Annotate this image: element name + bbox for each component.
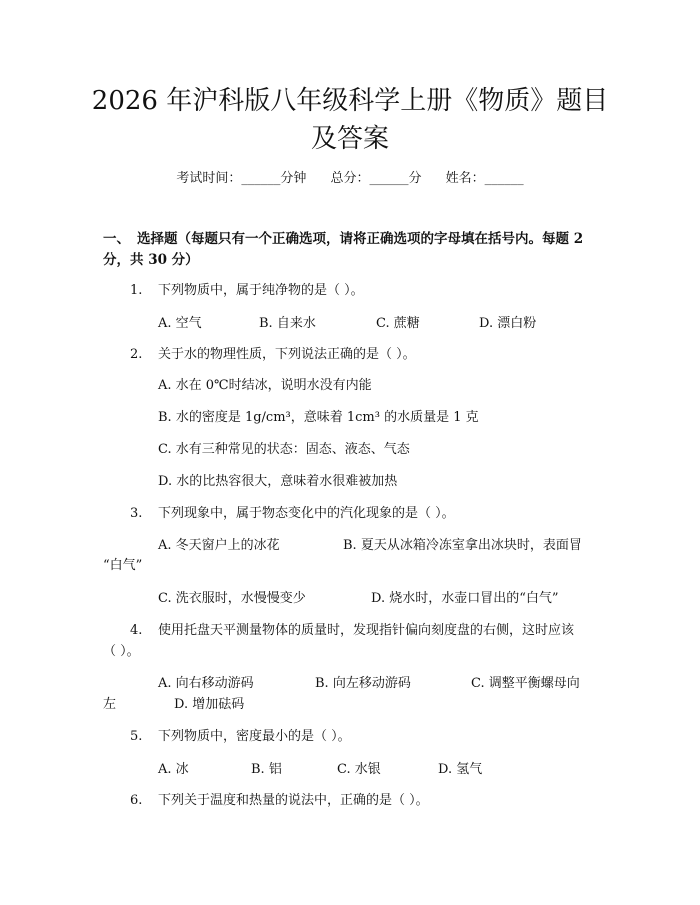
- question-number: 6.: [130, 793, 143, 808]
- question-text: 使用托盘天平测量物体的质量时，发现指针偏向刻度盘的右侧，这时应该: [158, 623, 575, 638]
- section-number: 一、: [103, 231, 130, 247]
- question-4: [130, 622, 574, 640]
- question-1: [130, 282, 364, 300]
- q1-option-a: A. 空气: [158, 316, 202, 331]
- q5-option-a: A. 冰: [158, 762, 189, 777]
- q1-option-d: D. 漂白粉: [479, 316, 537, 331]
- question-text: 下列关于温度和热量的说法中，正确的是（ ）。: [158, 793, 429, 808]
- student-name-field: 姓名：______: [445, 171, 524, 186]
- q3-option-b: B. 夏天从冰箱冷冻室拿出冰块时，表面冒: [343, 538, 582, 553]
- question-number: 2.: [130, 347, 143, 362]
- question-3: [130, 505, 455, 523]
- question-2: [130, 346, 416, 364]
- q4-option-d: D. 增加砝码: [174, 697, 245, 712]
- section-heading-continued: 分，共 30 分）: [103, 252, 199, 268]
- section-instructions: 选择题（每题只有一个正确选项，请将正确选项的字母填在括号内。每题 2: [137, 231, 584, 247]
- q4-option-c: C. 调整平衡螺母向: [471, 676, 580, 691]
- question-4-continued: （ ）。: [103, 644, 140, 659]
- q3-option-c: C. 洗衣服时，水慢慢变少: [158, 591, 306, 606]
- q3-option-d: D. 烧水时，水壶口冒出的“白气”: [371, 591, 559, 606]
- question-number: 5.: [130, 729, 143, 744]
- q3-option-a: A. 冬天窗户上的冰花: [158, 538, 280, 553]
- q2-option-c: C. 水有三种常见的状态：固态、液态、气态: [158, 442, 410, 457]
- q1-option-b: B. 自来水: [259, 316, 316, 331]
- question-number: 1.: [130, 283, 143, 298]
- question-5: [130, 728, 351, 746]
- question-text: 下列现象中，属于物态变化中的汽化现象的是（ ）。: [158, 506, 455, 521]
- question-text: 关于水的物理性质，下列说法正确的是（ ）。: [158, 347, 416, 362]
- document-title-continued: 及答案: [310, 124, 389, 154]
- question-number: 4.: [130, 623, 143, 638]
- exam-time-field: 考试时间：______分钟: [176, 171, 307, 186]
- section-heading: [103, 228, 603, 250]
- document-title: 2026 年沪科版八年级科学上册《物质》题目: [91, 86, 609, 116]
- q4-option-b: B. 向左移动游码: [315, 676, 411, 691]
- q1-option-c: C. 蔗糖: [376, 316, 420, 331]
- q4-option-c-continued: 左: [103, 697, 117, 712]
- q5-option-b: B. 铝: [251, 762, 282, 777]
- q5-option-d: D. 氢气: [438, 762, 483, 777]
- question-6: [130, 792, 429, 810]
- q2-option-b: B. 水的密度是 1g/cm³，意味着 1cm³ 的水质量是 1 克: [158, 410, 479, 425]
- total-score-field: 总分：______分: [330, 171, 422, 186]
- q2-option-a: A. 水在 0℃时结冰，说明水没有内能: [158, 378, 372, 393]
- q5-option-c: C. 水银: [337, 762, 381, 777]
- exam-info-row: [0, 170, 700, 188]
- q3-option-b-continued: “白气”: [103, 558, 143, 573]
- question-text: 下列物质中，密度最小的是（ ）。: [158, 729, 351, 744]
- question-number: 3.: [130, 506, 143, 521]
- question-text: 下列物质中，属于纯净物的是（ ）。: [158, 283, 364, 298]
- q4-option-a: A. 向右移动游码: [158, 676, 254, 691]
- q2-option-d: D. 水的比热容很大，意味着水很难被加热: [158, 474, 398, 489]
